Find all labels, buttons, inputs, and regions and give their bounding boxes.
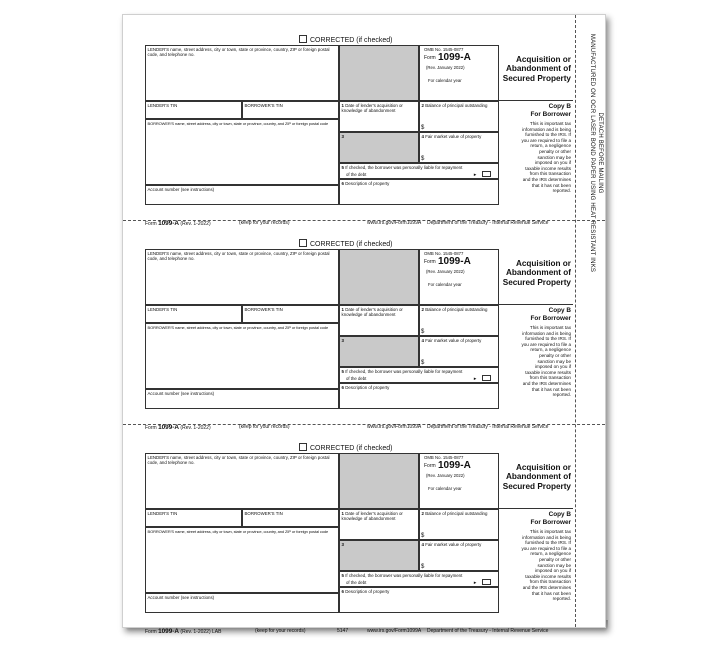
borrower-tin-label: BORROWER'S TIN <box>244 307 283 312</box>
form-title-line: Abandonment of <box>505 64 571 74</box>
footer-form-prefix: Form <box>145 221 157 227</box>
form-title-box <box>499 249 573 305</box>
lender-tin-label: LENDER'S TIN <box>147 511 178 516</box>
form-title-line: Secured Property <box>502 481 571 491</box>
copy-title: Copy B <box>548 511 571 518</box>
box6-number: 6 <box>341 385 344 390</box>
notice-line: sanction may be <box>537 154 571 160</box>
manufacture-text: MANUFACTURED ON OCR LASER BOND PAPER USING HEAT RESISTANT INKS <box>589 33 595 273</box>
notice-line: information and is being <box>522 330 571 336</box>
form-prefix: Form <box>424 463 436 469</box>
revision-date: (Rev. January 2022) <box>426 269 465 274</box>
footer-keep-records: (keep for your records) <box>239 220 290 226</box>
revision-date: (Rev. January 2022) <box>426 65 465 70</box>
notice-line: you are required to file a <box>521 341 571 347</box>
form-number: 1099-A <box>438 52 471 63</box>
box2-number: 2 <box>421 103 424 108</box>
shaded-box <box>339 453 419 509</box>
box6-property-description[interactable] <box>339 383 499 409</box>
revision-date: (Rev. January 2022) <box>426 473 465 478</box>
box2-label: Balance of principal outstanding <box>425 307 488 312</box>
form-title-line: Abandonment of <box>505 268 571 278</box>
currency-symbol: $ <box>421 564 425 570</box>
footer-form-number: 1099-A <box>158 424 180 431</box>
corrected-checkbox[interactable] <box>299 35 307 43</box>
footer-form-id <box>145 220 211 228</box>
footer-form-prefix: Form <box>145 425 157 431</box>
box5-label-debt: of the debt <box>346 580 367 585</box>
lender-info-label: LENDER'S name, street address, city or town, state or province, country, ZIP or foreign postal code, and telephone no. <box>147 251 330 261</box>
box3-number: 3 <box>341 542 344 547</box>
detach-text: DETACH BEFORE MAILING <box>597 112 603 194</box>
form-title-line: Abandonment of <box>505 472 571 482</box>
notice-line: penalty or other <box>539 352 571 358</box>
notice-line: and the IRS determines <box>522 176 571 182</box>
box3-reserved <box>339 336 419 367</box>
arrow-icon: ► <box>473 376 478 381</box>
lender-tin-box[interactable] <box>145 509 242 527</box>
box5-label-debt: of the debt <box>346 376 367 381</box>
box2-label: Balance of principal outstanding <box>425 511 488 516</box>
footer-keep-records: (keep for your records) <box>239 424 290 430</box>
omb-number: OMB No. 1545-0877 <box>424 251 464 256</box>
footer-form-number: 1099-A <box>158 220 180 227</box>
box2-principal-balance[interactable] <box>419 305 499 336</box>
notice-line: information and is being <box>522 534 571 540</box>
notice-line: imposed on you if <box>534 364 571 370</box>
box4-label: Fair market value of property <box>425 542 482 547</box>
notice-line: taxable income results <box>525 369 571 375</box>
box6-property-description[interactable] <box>339 179 499 205</box>
box5-number: 5 <box>341 165 344 170</box>
notice-line: imposed on you if <box>534 568 571 574</box>
box6-property-description[interactable] <box>339 587 499 613</box>
notice-line: furnished to the IRS. If <box>525 540 571 546</box>
notice-line: that it has not been <box>531 590 571 596</box>
footer-url: www.irs.gov/Form1099A <box>367 220 422 226</box>
footer-form-id <box>145 424 211 432</box>
account-number-label: Account number (see instructions) <box>147 391 215 396</box>
box5-label: If checked, the borrower was personally liable for repayment <box>345 165 463 170</box>
borrower-info-label: BORROWER'S name, street address, city or town, state or province, country, and ZIP or foreign postal code <box>147 121 329 126</box>
box1-number: 1 <box>341 307 344 312</box>
box1-number: 1 <box>341 511 344 516</box>
notice-line: from this transaction <box>529 375 571 381</box>
borrower-info-box[interactable] <box>145 119 339 185</box>
borrower-tin-box[interactable] <box>242 101 339 119</box>
box1-acquisition-date[interactable] <box>339 509 419 540</box>
notice-line: This is important tax <box>529 325 571 330</box>
box1-acquisition-date[interactable] <box>339 101 419 132</box>
account-number-label: Account number (see instructions) <box>147 187 215 192</box>
lender-info-label: LENDER'S name, street address, city or town, state or province, country, ZIP or foreign postal code, and telephone no. <box>147 47 330 57</box>
footer-department: Department of the Treasury - Internal Revenue Service <box>427 220 549 226</box>
footer-lab: LAB <box>212 629 222 635</box>
notice-line: sanction may be <box>537 358 571 364</box>
notice-line: return, a negligence <box>530 347 571 353</box>
box2-label: Balance of principal outstanding <box>425 103 488 108</box>
borrower-info-box[interactable] <box>145 323 339 389</box>
borrower-info-box[interactable] <box>145 527 339 593</box>
notice-line: from this transaction <box>529 171 571 177</box>
notice-line: penalty or other <box>539 556 571 562</box>
box2-number: 2 <box>421 511 424 516</box>
copy-subtitle: For Borrower <box>530 111 571 118</box>
box6-label: Description of property <box>345 385 390 390</box>
notice-line: and the IRS determines <box>522 584 571 590</box>
form-number: 1099-A <box>438 460 471 471</box>
form-copy <box>145 443 573 643</box>
box5-label: If checked, the borrower was personally liable for repayment <box>345 573 463 578</box>
footer-revision: (Rev. 1-2022) <box>180 629 211 635</box>
lender-info-box[interactable] <box>145 45 339 101</box>
account-number-box[interactable] <box>145 593 339 613</box>
corrected-label: CORRECTED (if checked) <box>310 445 393 452</box>
form-id-box <box>419 45 499 101</box>
footer-url: www.irs.gov/Form1099A <box>367 424 422 430</box>
calendar-year-label: For calendar year <box>428 78 462 83</box>
corrected-label: CORRECTED (if checked) <box>310 37 393 44</box>
lender-info-box[interactable] <box>145 453 339 509</box>
notice-line: sanction may be <box>537 562 571 568</box>
account-number-box[interactable] <box>145 185 339 205</box>
currency-symbol: $ <box>421 329 425 335</box>
footer-form-id <box>145 628 221 636</box>
shaded-box <box>339 45 419 101</box>
copy-subtitle: For Borrower <box>530 519 571 526</box>
account-number-box[interactable] <box>145 389 339 409</box>
footer-form-prefix: Form <box>145 629 157 635</box>
copy-title: Copy B <box>548 307 571 314</box>
currency-symbol: $ <box>421 125 425 131</box>
account-number-label: Account number (see instructions) <box>147 595 215 600</box>
box5-personal-liability <box>339 367 499 383</box>
box6-number: 6 <box>341 589 344 594</box>
box1-number: 1 <box>341 103 344 108</box>
box5-checkbox[interactable] <box>482 171 491 177</box>
notice-line: This is important tax <box>529 529 571 534</box>
notice-line: furnished to the IRS. If <box>525 132 571 138</box>
notice-line: you are required to file a <box>521 137 571 143</box>
form-copy <box>145 35 573 235</box>
notice-line: penalty or other <box>539 148 571 154</box>
arrow-icon: ► <box>473 580 478 585</box>
currency-symbol: $ <box>421 360 425 366</box>
currency-symbol: $ <box>421 533 425 539</box>
omb-number: OMB No. 1545-0877 <box>424 47 464 52</box>
form-title-box <box>499 45 573 101</box>
borrower-tin-label: BORROWER'S TIN <box>244 511 283 516</box>
notice-line: return, a negligence <box>530 551 571 557</box>
box5-personal-liability <box>339 571 499 587</box>
lender-tin-label: LENDER'S TIN <box>147 307 178 312</box>
box4-number: 4 <box>421 338 424 343</box>
box4-fair-market-value[interactable] <box>419 132 499 163</box>
copy-notice-box <box>499 101 573 205</box>
form-id-box <box>419 249 499 305</box>
box2-principal-balance[interactable] <box>419 509 499 540</box>
box5-number: 5 <box>341 573 344 578</box>
notice-line: reported. <box>552 188 571 194</box>
box1-acquisition-date[interactable] <box>339 305 419 336</box>
box6-number: 6 <box>341 181 344 186</box>
omb-number: OMB No. 1545-0877 <box>424 455 464 460</box>
lender-tin-label: LENDER'S TIN <box>147 103 178 108</box>
corrected-checkbox[interactable] <box>299 239 307 247</box>
notice-line: information and is being <box>522 126 571 132</box>
box4-fair-market-value[interactable] <box>419 336 499 367</box>
notice-line: and the IRS determines <box>522 380 571 386</box>
corrected-checkbox-row <box>299 239 392 249</box>
copy-notice-box <box>499 305 573 409</box>
box2-number: 2 <box>421 307 424 312</box>
lender-tin-box[interactable] <box>145 101 242 119</box>
perforation-line-vertical <box>575 15 576 627</box>
form-sheet <box>122 14 606 635</box>
footer-form-number: 1099-A <box>158 628 180 635</box>
footer-keep-records: (keep for your records) <box>255 628 306 634</box>
shaded-box <box>339 249 419 305</box>
box5-label: If checked, the borrower was personally liable for repayment <box>345 369 463 374</box>
box3-number: 3 <box>341 338 344 343</box>
form-title-line: Acquisition or <box>515 55 571 64</box>
box6-label: Description of property <box>345 181 390 186</box>
footer-catalog-number: 5147 <box>337 628 349 634</box>
lender-info-box[interactable] <box>145 249 339 305</box>
notice-line: taxable income results <box>525 573 571 579</box>
notice-line: that it has not been <box>531 386 571 392</box>
borrower-tin-box[interactable] <box>242 509 339 527</box>
notice-line: reported. <box>552 392 571 398</box>
footer-department: Department of the Treasury - Internal Revenue Service <box>427 628 549 634</box>
borrower-info-label: BORROWER'S name, street address, city or town, state or province, country, and ZIP or foreign postal code <box>147 325 329 330</box>
corrected-checkbox-row <box>299 35 392 45</box>
notice-line: imposed on you if <box>534 160 571 166</box>
form-title-box <box>499 453 573 509</box>
notice-line: taxable income results <box>525 165 571 171</box>
borrower-info-label: BORROWER'S name, street address, city or town, state or province, country, and ZIP or foreign postal code <box>147 529 329 534</box>
copy-title: Copy B <box>548 103 571 110</box>
box3-number: 3 <box>341 134 344 139</box>
form-prefix: Form <box>424 259 436 265</box>
form-copy <box>145 239 573 439</box>
notice-line: furnished to the IRS. If <box>525 336 571 342</box>
box3-reserved <box>339 540 419 571</box>
form-title-line: Secured Property <box>502 277 571 287</box>
notice-line: you are required to file a <box>521 545 571 551</box>
form-id-box <box>419 453 499 509</box>
borrower-tin-label: BORROWER'S TIN <box>244 103 283 108</box>
form-title-line: Secured Property <box>502 73 571 83</box>
form-prefix: Form <box>424 55 436 61</box>
calendar-year-label: For calendar year <box>428 282 462 287</box>
notice-line: This is important tax <box>529 121 571 126</box>
box5-personal-liability <box>339 163 499 179</box>
form-title-line: Acquisition or <box>515 463 571 472</box>
currency-symbol: $ <box>421 156 425 162</box>
notice-line: from this transaction <box>529 579 571 585</box>
box4-number: 4 <box>421 134 424 139</box>
box1-label: Date of lender's acquisition or knowledge of abandonment <box>341 511 403 521</box>
corrected-checkbox[interactable] <box>299 443 307 451</box>
form-number: 1099-A <box>438 256 471 267</box>
box4-label: Fair market value of property <box>425 338 482 343</box>
box5-number: 5 <box>341 369 344 374</box>
margin-text <box>588 33 604 273</box>
notice-line: that it has not been <box>531 182 571 188</box>
notice-line: reported. <box>552 596 571 602</box>
lender-info-label: LENDER'S name, street address, city or town, state or province, country, ZIP or foreign postal code, and telephone no. <box>147 455 330 465</box>
copy-subtitle: For Borrower <box>530 315 571 322</box>
notice-line: return, a negligence <box>530 143 571 149</box>
footer-revision: (Rev. 1-2022) <box>180 221 211 227</box>
box1-label: Date of lender's acquisition or knowledge of abandonment <box>341 103 403 113</box>
footer-url: www.irs.gov/Form1099A <box>367 628 422 634</box>
form-title-line: Acquisition or <box>515 259 571 268</box>
box6-label: Description of property <box>345 589 390 594</box>
box4-fair-market-value[interactable] <box>419 540 499 571</box>
box4-label: Fair market value of property <box>425 134 482 139</box>
calendar-year-label: For calendar year <box>428 486 462 491</box>
box5-checkbox[interactable] <box>482 579 491 585</box>
box2-principal-balance[interactable] <box>419 101 499 132</box>
arrow-icon: ► <box>473 172 478 177</box>
footer-department: Department of the Treasury - Internal Revenue Service <box>427 424 549 430</box>
borrower-tin-box[interactable] <box>242 305 339 323</box>
copy-notice-box <box>499 509 573 613</box>
footer-revision: (Rev. 1-2022) <box>180 425 211 431</box>
box5-checkbox[interactable] <box>482 375 491 381</box>
box4-number: 4 <box>421 542 424 547</box>
corrected-label: CORRECTED (if checked) <box>310 241 393 248</box>
box5-label-debt: of the debt <box>346 172 367 177</box>
corrected-checkbox-row <box>299 443 392 453</box>
box3-reserved <box>339 132 419 163</box>
box1-label: Date of lender's acquisition or knowledge of abandonment <box>341 307 403 317</box>
lender-tin-box[interactable] <box>145 305 242 323</box>
